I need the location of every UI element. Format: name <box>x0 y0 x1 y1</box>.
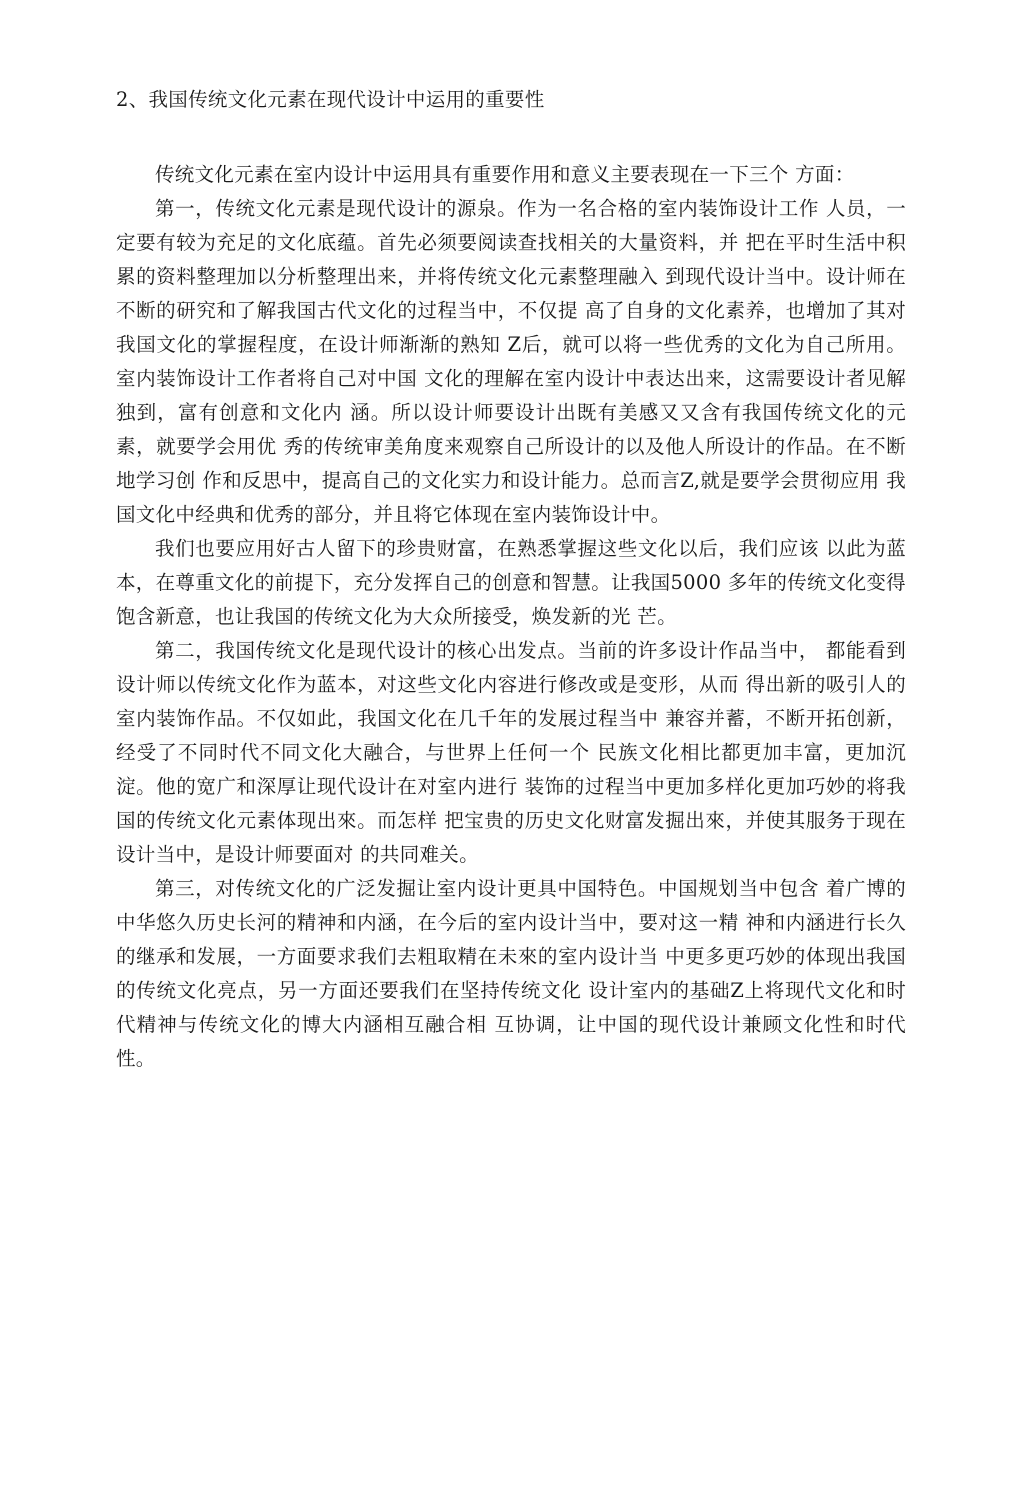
paragraph-intro: 传统文化元素在室内设计中运用具有重要作用和意义主要表现在一下三个 方面： <box>155 163 855 186</box>
paragraph-first-point: 第一，传统文化元素是现代设计的源泉。作为一名合格的室内装饰设计工作 人员，一定要有较为充足的文化底蕴。首先必须要阅读查找相关的大量资料，并 把在平时生活中积累的资料整理加以分析整理出来，并将传统文化元素整理融入 到现代设计当中。设计师在不断的研究和了解我国古代文化的过程当中，不仅提 高了自身的文化素养，也增加了其对我国文化的掌握程度，在设计师渐渐的熟知 Z后，就可以将一些优秀的文化为自己所用。室内装饰设计工作者将自己对中国 文化的理解在室内设计中表达出来，这需要设计者见解独到，富有创意和文化内 涵。所以设计师要设计出既有美感又又含有我国传统文化的元素，就要学会用优 秀的传统审美角度来观察自己所设计的以及他人所设计的作品。在不断地学习创 作和反思中，提高自己的文化实力和设计能力。总而言Z,就是要学会贯彻应用 我国文化中经典和优秀的部分，并且将它体现在室内装饰设计中。 <box>116 197 906 526</box>
paragraph-heritage: 我们也要应用好古人留下的珍贵财富，在熟悉掌握这些文化以后，我们应该 以此为蓝本，在尊重文化的前提下，充分发挥自己的创意和智慧。让我国5000 多年的传统文化变得饱含新意，也让我国的传统文化为大众所接受，焕发新的光 芒。 <box>116 537 906 628</box>
paragraph-second-point: 第二，我国传统文化是现代设计的核心出发点。当前的许多设计作品当中， 都能看到设计师以传统文化作为蓝本，对这些文化内容进行修改或是变形，从而 得出新的吸引人的室内装饰作品。不仅如此，我国文化在几千年的发展过程当中 兼容并蓄，不断开拓创新，经受了不同时代不同文化大融合，与世界上任何一个 民族文化相比都更加丰富，更加沉淀。他的宽广和深厚让现代设计在对室内进行 装饰的过程当中更加多样化更加巧妙的将我国的传统文化元素体现出來。而怎样 把宝贵的历史文化财富发掘出來，并使其服务于现在设计当中，是设计师要面对 的共同难关。 <box>116 639 906 866</box>
document-body <box>116 84 906 1076</box>
paragraph-third-point: 第三，对传统文化的广泛发掘让室内设计更具中国特色。中国规划当中包含 着广博的中华悠久历史长河的精神和内涵，在今后的室内设计当中，要对这一精 神和内涵进行长久的继承和发展，一方面要求我们去粗取精在未來的室内设计当 中更多更巧妙的体现出我国的传统文化亮点，另一方面还要我们在坚持传统文化 设计室内的基础Z上将现代文化和时代精神与传统文化的博大内涵相互融合相 互协调，让中国的现代设计兼顾文化性和时代性。 <box>116 877 906 1070</box>
section-heading: 2、我国传统文化元素在现代设计中运用的重要性 <box>116 88 545 111</box>
